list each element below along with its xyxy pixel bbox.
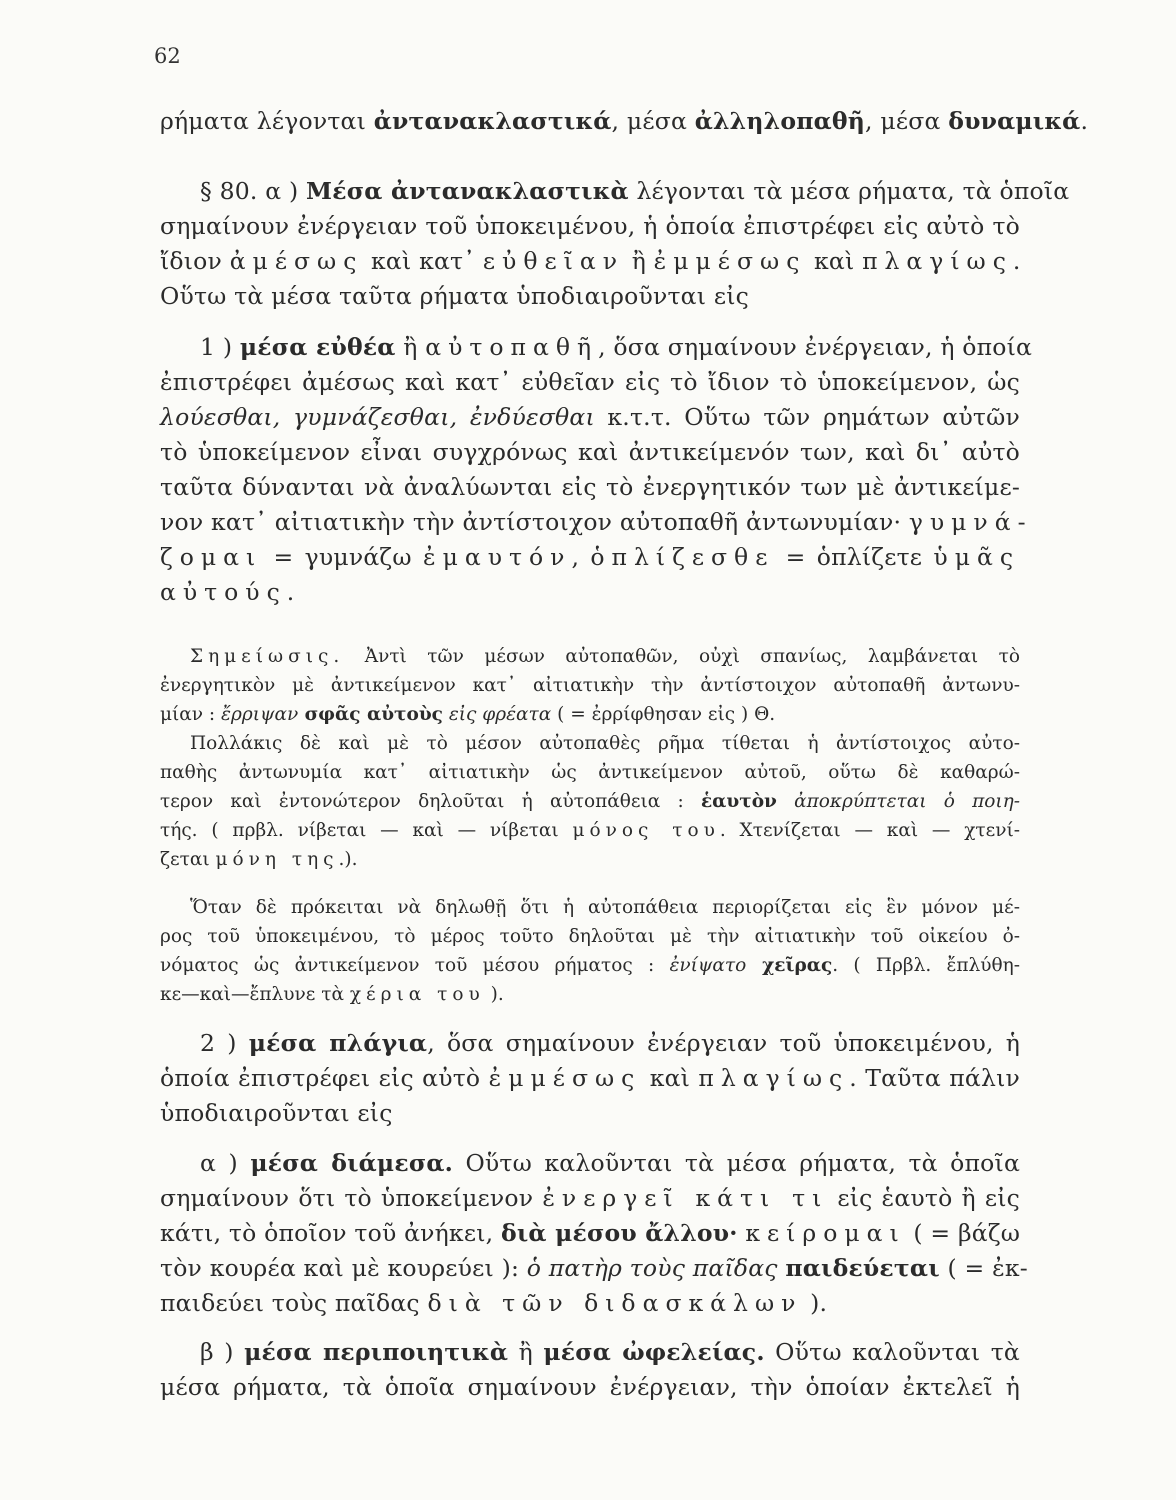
text-line: κε—καὶ—ἔπλυνε τὰ χέρια του ). — [160, 984, 504, 1005]
text-line: Πολλάκις δὲ καὶ μὲ τὸ μέσον αὐτοπαθὲς ρῆμα τίθεται ἡ ἀντίστοιχος αὐτο- — [190, 733, 1020, 754]
text-line: παθὴς ἀντωνυμία κατ᾽ αἰτιατικὴν ὡς ἀντικείμενον αὐτοῦ, οὕτω δὲ καθαρώ- — [160, 762, 1020, 783]
note-remark — [160, 642, 1020, 874]
text-line: τὸν κουρέα καὶ μὲ κουρεύει ): ὁ πατὴρ τοὺς παῖδας παιδεύεται ( = ἐκ- — [160, 1254, 1028, 1282]
text-line: σημαίνουν ἐνέργειαν τοῦ ὑποκειμένου, ἡ ὁποία ἐπιστρέφει εἰς αὐτὸ τὸ — [160, 212, 1020, 240]
text-line: ρος τοῦ ὑποκειμένου, τὸ μέρος τοῦτο δηλοῦται μὲ τὴν αἰτιατικὴν τοῦ οἰκείου ὀ- — [160, 926, 1020, 947]
note-partial-reflexive — [160, 893, 1020, 1009]
subsection-b-paragraph — [160, 1335, 1020, 1405]
text-line: 1 ) μέσα εὐθέα ἢ αὐτοπαθῆ, ὅσα σημαίνουν ἐνέργειαν, ἡ ὁποία — [200, 333, 1033, 361]
text-line: σημαίνουν ὅτι τὸ ὑποκείμενον ἐνεργεῖ κάτι τι εἰς ἑαυτὸ ἢ εἰς — [160, 1184, 1020, 1212]
text-line: μίαν : ἔρριψαν σφᾶς αὐτοὺς εἰς φρέατα ( = ἐρρίφθησαν εἰς ) Θ. — [160, 704, 776, 725]
text-line: 2 ) μέσα πλάγια, ὅσα σημαίνουν ἐνέργειαν τοῦ ὑποκειμένου, ἡ — [200, 1029, 1020, 1057]
subsection-a-paragraph — [160, 1146, 1028, 1321]
text-line: Οὕτω τὰ μέσα ταῦτα ρήματα ὑποδιαιροῦνται εἰς — [160, 282, 749, 310]
text-line: ἐπιστρέφει ἀμέσως καὶ κατ᾽ εὐθεῖαν εἰς τὸ ἴδιον τὸ ὑποκείμενον, ὡς — [160, 368, 1020, 396]
subsection-2-paragraph — [160, 1026, 1020, 1131]
text-line: ταῦτα δύνανται νὰ ἀναλύωνται εἰς τὸ ἐνεργητικόν των μὲ ἀντικείμε- — [160, 473, 1020, 501]
section-80-paragraph — [160, 174, 1070, 314]
text-line: ὁποία ἐπιστρέφει εἰς αὐτὸ ἐμμέσως καὶ πλαγίως. Ταῦτα πάλιν — [160, 1064, 1020, 1092]
text-line: τής. ( πρβλ. νίβεται — καὶ — νίβεται μόνος του. Χτενίζεται — καὶ — χτενί- — [160, 820, 1020, 841]
text-line: ὑποδιαιροῦνται εἰς — [160, 1099, 393, 1127]
text-line: ζομαι = γυμνάζω ἐμαυτόν, ὁπλίζεσθε = ὁπλίζετε ὑμᾶς — [160, 543, 1021, 571]
page-number: 62 — [154, 44, 181, 68]
text-line: τερον καὶ ἐντονώτερον δηλοῦται ἡ αὐτοπάθεια : ἑαυτὸν ἀποκρύπτεται ὁ ποιη- — [160, 791, 1020, 812]
text-line: ρήματα λέγονται ἀντανακλαστικά, μέσα ἀλληλοπαθῆ, μέσα δυναμικά. — [160, 107, 1089, 135]
text-line: τὸ ὑποκείμενον εἶναι συγχρόνως καὶ ἀντικείμενόν των, καὶ δι᾽ αὐτὸ — [160, 438, 1020, 466]
text-line: ἴδιον ἀμέσως καὶ κατ᾽ εὐθεῖαν ἢ ἐμμέσως καὶ πλαγίως. — [160, 247, 1021, 275]
text-line: Σημείωσις. Ἀντὶ τῶν μέσων αὐτοπαθῶν, οὐχὶ σπανίως, λαμβάνεται τὸ — [190, 646, 1020, 667]
text-line: αὐτούς. — [160, 578, 302, 606]
text-line: παιδεύει τοὺς παῖδας διὰ τῶν διδασκάλων ). — [160, 1289, 828, 1317]
text-line: κάτι, τὸ ὁποῖον τοῦ ἀνήκει, διὰ μέσου ἄλλου· κείρομαι ( = βάζω — [160, 1219, 1021, 1247]
intro-paragraph — [160, 104, 1089, 139]
text-line: ἐνεργητικὸν μὲ ἀντικείμενον κατ᾽ αἰτιατικὴν τὴν ἀντίστοιχον αὐτοπαθῆ ἀντωνυ- — [160, 675, 1020, 696]
subsection-1-paragraph — [160, 330, 1033, 610]
text-line: β ) μέσα περιποιητικὰ ἢ μέσα ὠφελείας. Οὕτω καλοῦνται τὰ — [200, 1338, 1020, 1366]
text-line: νον κατ᾽ αἰτιατικὴν τὴν ἀντίστοιχον αὐτοπαθῆ ἀντωνυμίαν· γυμνά- — [160, 508, 1033, 536]
text-line: Ὅταν δὲ πρόκειται νὰ δηλωθῇ ὅτι ἡ αὐτοπάθεια περιορίζεται εἰς ἓν μόνον μέ- — [190, 897, 1020, 918]
text-line: ζεται μόνη της.). — [160, 849, 358, 870]
text-line: νόματος ὡς ἀντικείμενον τοῦ μέσου ρήματος : ἐνίψατο χεῖρας. ( Πρβλ. ἔπλύθη- — [160, 955, 1020, 976]
text-line: λούεσθαι, γυμνάζεσθαι, ἐνδύεσθαι κ.τ.τ. Οὕτω τῶν ρημάτων αὐτῶν — [160, 403, 1020, 431]
text-line: μέσα ρήματα, τὰ ὁποῖα σημαίνουν ἐνέργειαν, τὴν ὁποίαν ἐκτελεῖ ἡ — [160, 1373, 1020, 1401]
text-line: § 80. α ) Μέσα ἀντανακλαστικὰ λέγονται τὰ μέσα ρήματα, τὰ ὁποῖα — [200, 177, 1070, 205]
text-line: α ) μέσα διάμεσα. Οὕτω καλοῦνται τὰ μέσα ρήματα, τὰ ὁποῖα — [200, 1149, 1021, 1177]
